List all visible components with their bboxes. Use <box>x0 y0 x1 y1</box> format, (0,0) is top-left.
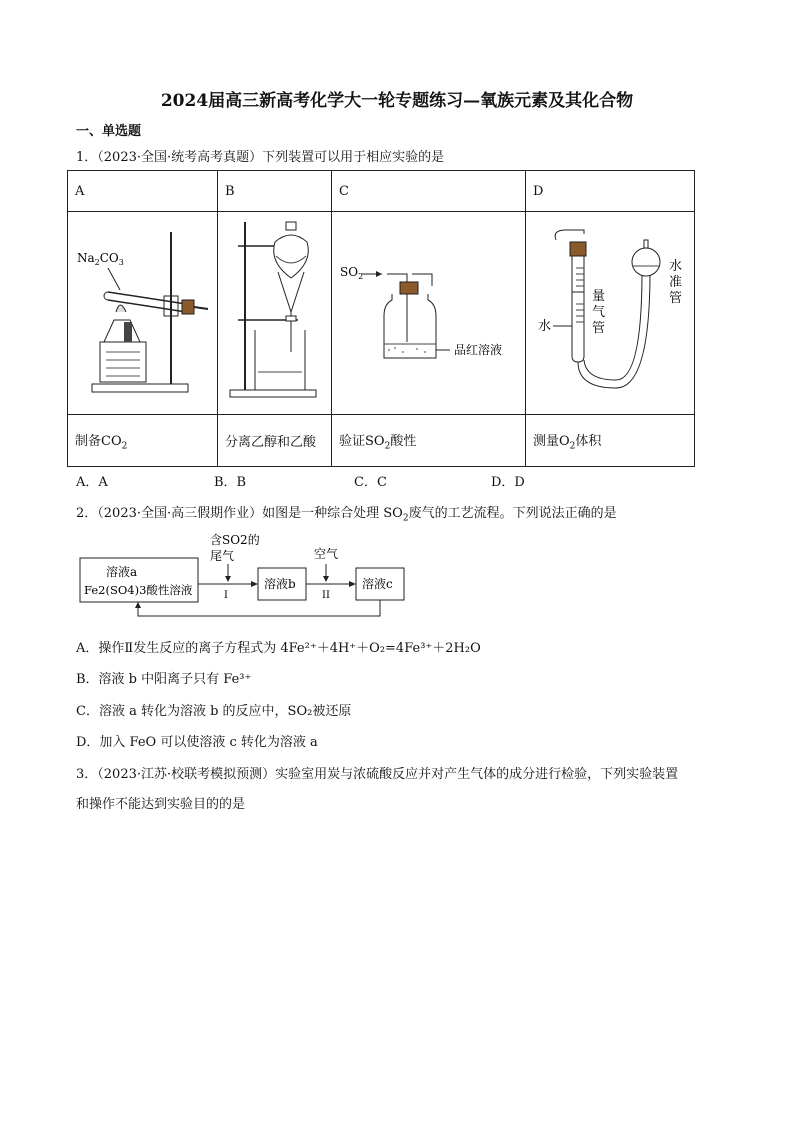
svg-text:水: 水 <box>669 259 683 274</box>
figure-d-gas-measuring-tube <box>526 212 694 410</box>
label-a: 制备$CO_2$ <box>68 415 218 467</box>
section-heading: 一、单选题 <box>76 124 142 139</box>
q1-option-b: B．B <box>214 475 247 490</box>
header-c: C <box>332 171 526 212</box>
header-b: B <box>218 171 332 212</box>
label-b: 分离乙醇和乙酸 <box>218 415 332 467</box>
flow-box-a-line1: 溶液a <box>106 565 138 579</box>
question-2-stem: 2．（2023·全国·高三假期作业）如图是一种综合处理 $SO_2$废气的工艺流程。下列说法正确的是 <box>76 506 617 524</box>
flow-step-1: I <box>224 590 228 601</box>
figure-b-separatory-funnel <box>218 212 331 410</box>
svg-text:气: 气 <box>592 305 606 320</box>
flow-tail-gas-line2: 尾气 <box>210 549 235 563</box>
figure-a-cell <box>68 212 218 415</box>
q2-option-d: D．加入 FeO 可以使溶液 c 转化为溶液 a <box>76 735 318 750</box>
flow-box-b: 溶液b <box>264 577 296 591</box>
question-3-line1: 3．（2023·江苏·校联考模拟预测）实验室用炭与浓硫酸反应并对产生气体的成分进行检验，下列实验装置 <box>76 767 679 782</box>
question-3-line2: 和操作不能达到实验目的的是 <box>76 797 246 812</box>
question-1-stem: 1．（2023·全国·统考高考真题）下列装置可以用于相应实验的是 <box>76 150 445 165</box>
flow-box-a-line2: Fe2(SO4)3酸性溶液 <box>84 583 193 597</box>
svg-text:品红溶液: 品红溶液 <box>454 343 503 357</box>
q1-option-c: C．C <box>354 475 387 490</box>
figure-c-gas-washing-bottle <box>332 212 525 410</box>
q2-option-b: B．溶液 b 中阳离子只有 Fe³⁺ <box>76 672 252 687</box>
figure-c-cell <box>332 212 526 415</box>
q1-option-a: A．A <box>76 475 108 490</box>
figure-b-cell <box>218 212 332 415</box>
figure-a-heating-apparatus <box>68 212 217 410</box>
svg-text:管: 管 <box>592 321 606 336</box>
label-c: 验证$SO_2$酸性 <box>332 415 526 467</box>
page-title: 2024届高三新高考化学大一轮专题练习—氧族元素及其化合物 <box>160 91 634 111</box>
header-d: D <box>526 171 695 212</box>
process-flow-diagram <box>76 528 416 624</box>
svg-text:准: 准 <box>669 275 683 290</box>
flow-box-c: 溶液c <box>362 577 393 591</box>
svg-text:水: 水 <box>538 319 552 334</box>
flow-tail-gas-line1: 含SO2的 <box>210 533 260 547</box>
svg-text:管: 管 <box>669 291 683 306</box>
question-1-table <box>67 170 695 467</box>
q1-option-d: D．D <box>491 475 525 490</box>
flow-step-2: II <box>322 590 330 601</box>
q2-option-c: C．溶液 a 转化为溶液 b 的反应中，SO₂被还原 <box>76 704 352 719</box>
svg-text:量: 量 <box>592 289 606 304</box>
svg-text:SO2: $SO_2$ <box>340 265 364 281</box>
header-a: A <box>68 171 218 212</box>
label-d: 测量$O_2$体积 <box>526 415 695 467</box>
figure-d-cell <box>526 212 695 415</box>
flow-air: 空气 <box>314 547 339 561</box>
svg-text:Na2CO3: $Na_2CO_3$ <box>77 251 124 267</box>
q2-option-a: A．操作Ⅱ发生反应的离子方程式为 4Fe²⁺＋4H⁺＋O₂=4Fe³⁺＋2H₂O <box>76 641 481 656</box>
